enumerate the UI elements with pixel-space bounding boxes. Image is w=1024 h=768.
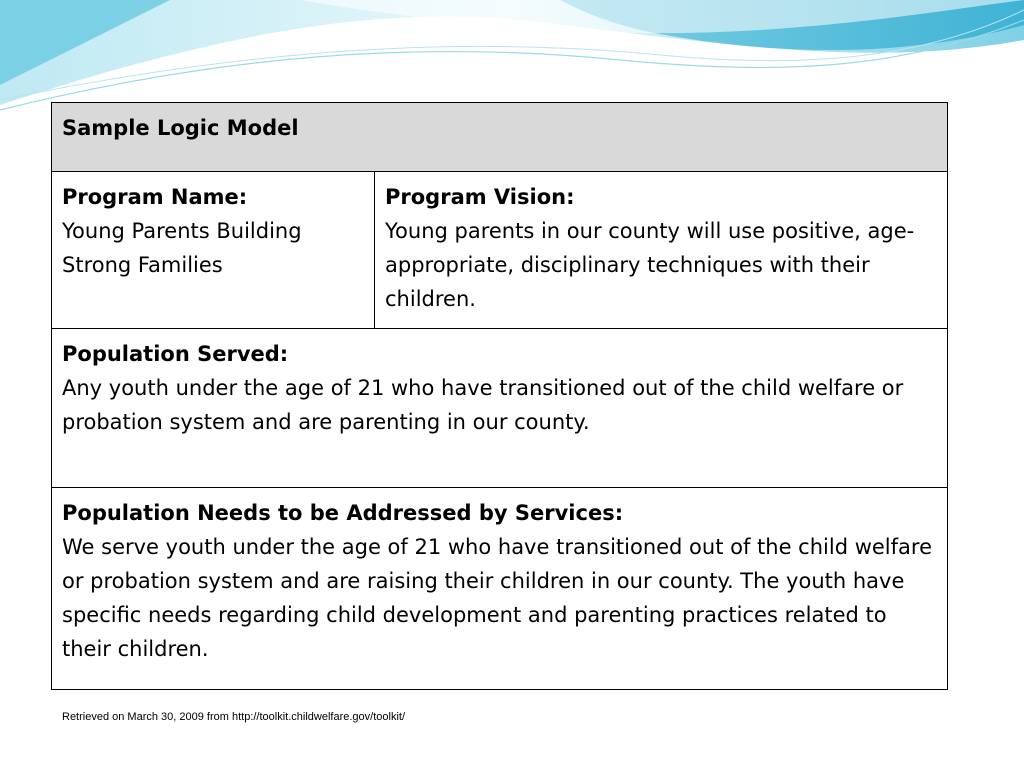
population-needs-value: We serve youth under the age of 21 who have transitioned out of the child welfare or probation system and are raising their children in our county. The youth have specific needs regarding child development and parenting practices related to their children. — [62, 535, 932, 661]
program-name-label: Program Name: — [62, 185, 248, 209]
population-needs-cell — [52, 488, 948, 690]
source-citation: Retrieved on March 30, 2009 from http://toolkit.childwelfare.gov/toolkit/ — [62, 711, 406, 723]
population-served-value: Any youth under the age of 21 who have transitioned out of the child welfare or probation system and are parenting in our county. — [62, 376, 904, 434]
population-needs-label: Population Needs to be Addressed by Services: — [62, 501, 624, 525]
logic-model-table — [51, 102, 948, 690]
program-name-value: Young Parents Building Strong Families — [62, 219, 302, 277]
program-vision-value: Young parents in our county will use positive, age-appropriate, disciplinary techniques with their children. — [385, 219, 915, 311]
program-name-cell — [52, 172, 375, 329]
program-vision-label: Program Vision: — [385, 185, 575, 209]
population-served-cell — [52, 329, 948, 488]
population-served-label: Population Served: — [62, 342, 289, 366]
table-title: Sample Logic Model — [62, 116, 299, 140]
program-vision-cell — [375, 172, 948, 329]
table-title-cell — [52, 103, 948, 172]
